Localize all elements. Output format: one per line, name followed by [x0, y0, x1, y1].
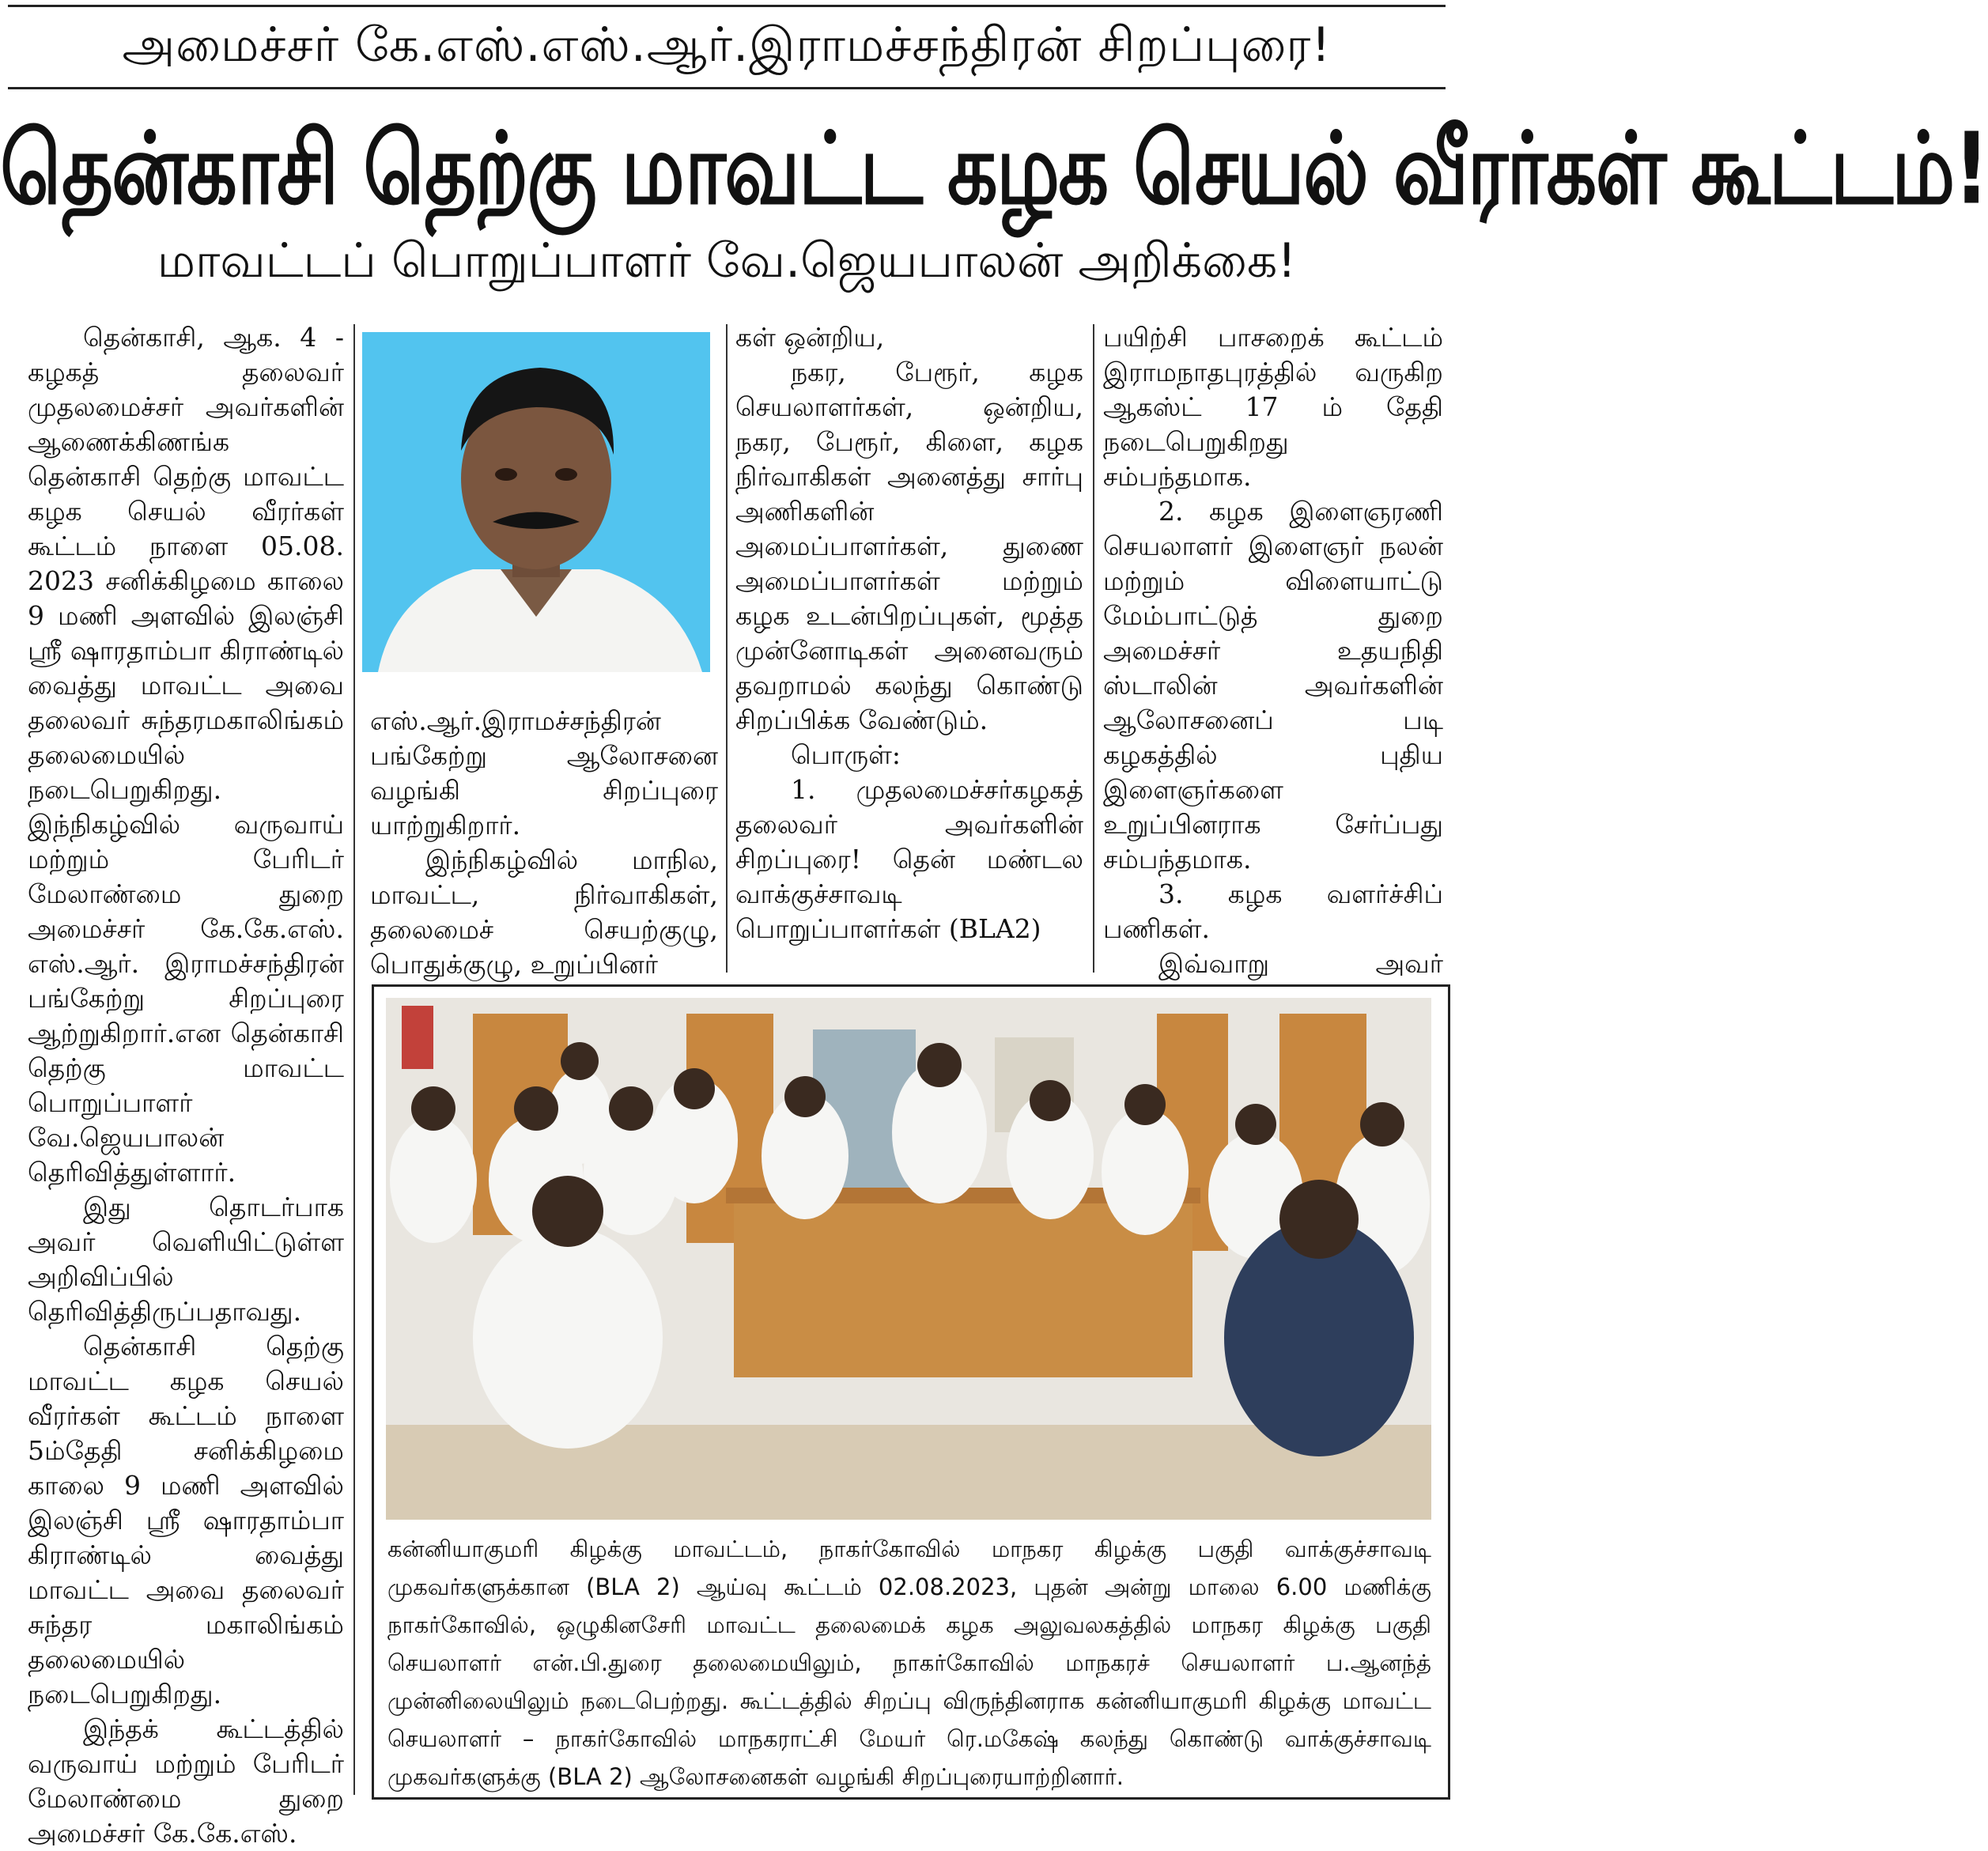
column-divider-1: [353, 324, 355, 1795]
col3-paragraph-3: பொருள்:: [791, 739, 901, 770]
column-divider-3: [1093, 324, 1094, 973]
col2-paragraph-1: எஸ்.ஆர்.இராமச்சந்திரன் பங்கேற்று ஆலோசனை வழங்கி சிறப்புரை யாற்றுகிறார்.: [370, 705, 718, 841]
meeting-photo: [386, 998, 1431, 1520]
kicker-rule: [8, 87, 1446, 89]
kicker-headline: அமைச்சர் கே.எஸ்.எஸ்.ஆர்.இராமச்சந்திரன் சிறப்புரை!: [122, 17, 1332, 73]
col3-paragraph-1: கள் ஒன்றிய,: [735, 322, 885, 353]
main-headline: தென்காசி தெற்கு மாவட்ட கழக செயல் வீரர்கள் கூட்டம்!: [0, 111, 1988, 227]
meeting-room-icon: [386, 998, 1431, 1520]
article-column-2: [370, 704, 718, 982]
column-divider-2: [726, 324, 728, 973]
article-column-4: [1103, 320, 1443, 1016]
article-column-1: [28, 320, 344, 1851]
col3-paragraph-4: 1. முதலமைச்சர்கழகத் தலைவர் அவர்களின் சிறப்புரை! தென் மண்டல வாக்குச்சாவடி பொறுப்பாளர்கள் (BLA2): [735, 774, 1083, 944]
col4-paragraph-4: இவ்வாறு அவர்: [1158, 948, 1443, 979]
col4-paragraph-3: 3. கழக வளர்ச்சிப் பணிகள்.: [1103, 878, 1443, 944]
top-rule: [8, 5, 1446, 7]
col4-paragraph-2: 2. கழக இளைஞரணி செயலாளர் இளைஞர் நலன் மற்றும் விளையாட்டு மேம்பாட்டுத் துறை அமைச்சர் உதயநிதி ஸ்டாலின் அவர்களின் ஆலோசனைப் படி கழகத்தில் புதிய இளைஞர்களை உறுப்பினராக சேர்ப்பது சம்பந்தமாக.: [1103, 496, 1443, 875]
sub-headline: மாவட்டப் பொறுப்பாளர் வே.ஜெயபாலன் அறிக்கை!: [157, 233, 1297, 289]
col2-paragraph-2: இந்நிகழ்வில் மாநில, மாவட்ட, நிர்வாகிகள், தலைமைச் செயற்குழு, பொதுக்குழு, உறுப்பினர்: [370, 844, 718, 980]
col4-paragraph-1: பயிற்சி பாசறைக் கூட்டம் இராமநாதபுரத்தில் வருகிற ஆகஸ்ட் 17 ம் தேதி நடைபெறுகிறது சம்பந்தமாக.: [1103, 322, 1443, 492]
col1-paragraph-2: இது தொடர்பாக அவர் வெளியிட்டுள்ள அறிவிப்பில் தெரிவித்திருப்பதாவது.: [28, 1192, 344, 1327]
caption-text: கன்னியாகுமரி கிழக்கு மாவட்டம், நாகர்கோவில் மாநகர கிழக்கு பகுதி வாக்குச்சாவடி முகவர்களுக்கான (BLA 2) ஆய்வு கூட்டம் 02.08.2023, புதன் அன்று மாலை 6.00 மணிக்கு நாகர்கோவில், ஒழுகினசேரி மாவட்ட தலைமைக் கழக அலுவலகத்தில் மாநகர கிழக்கு பகுதி செயலாளர் என்.பி.துரை தலைமையிலும், நாகர்கோவில் மாநகரச் செயலாளர் ப.ஆனந்த் முன்னிலையிலும் நடைபெற்றது. கூட்டத்தில் சிறப்பு விருந்தினராக கன்னியாகுமரி கிழக்கு மாவட்ட செயலாளர் – நாகர்கோவில் மாநகராட்சி மேயர் ரெ.மகேஷ் கலந்து கொண்டு வாக்குச்சாவடி முகவர்களுக்கு (BLA 2) ஆலோசனைகள் வழங்கி சிறப்புரையாற்றினார்.: [387, 1536, 1431, 1790]
person-portrait-icon: [362, 332, 710, 672]
portrait-photo: [362, 332, 710, 672]
col1-paragraph-3: தென்காசி தெற்கு மாவட்ட கழக செயல் வீரர்கள் கூட்டம் நாளை 5ம்தேதி சனிக்கிழமை காலை 9 மணி அளவில் இலஞ்சி ஸ்ரீ ஷாரதாம்பா கிராண்டில் வைத்து மாவட்ட அவை தலைவர் சுந்தர மகாலிங்கம் தலைமையில் நடைபெறுகிறது.: [28, 1331, 344, 1709]
col3-paragraph-2: நகர, பேரூர், கழக செயலாளர்கள், ஒன்றிய, நகர, பேரூர், கிளை, கழக நிர்வாகிகள் அனைத்து சார்பு அணிகளின் அமைப்பாளர்கள், துணை அமைப்பாளர்கள் மற்றும் கழக உடன்பிறப்புகள், மூத்த முன்னோடிகள் அனைவரும் தவறாமல் கலந்து கொண்டு சிறப்பிக்க வேண்டும்.: [735, 357, 1083, 735]
article-column-3: [735, 320, 1083, 946]
col1-paragraph-1: தென்காசி, ஆக. 4 - கழகத் தலைவர் முதலமைச்சர் அவர்களின் ஆணைக்கிணங்க தென்காசி தெற்கு மாவட்ட கழக செயல் வீரர்கள் கூட்டம் நாளை 05.08. 2023 சனிக்கிழமை காலை 9 மணி அளவில் இலஞ்சி ஸ்ரீ ஷாரதாம்பா கிராண்டில் வைத்து மாவட்ட அவை தலைவர் சுந்தரமகாலிங்கம் தலைமையில் நடைபெறுகிறது. இந்நிகழ்வில் வருவாய் மற்றும் பேரிடர் மேலாண்மை துறை அமைச்சர் கே.கே.எஸ். எஸ்.ஆர். இராமச்சந்திரன் பங்கேற்று சிறப்புரை ஆற்றுகிறார்.என தென்காசி தெற்கு மாவட்ட பொறுப்பாளர் வே.ஜெயபாலன் தெரிவித்துள்ளார்.: [28, 322, 344, 1188]
col1-paragraph-4: இந்தக் கூட்டத்தில் வருவாய் மற்றும் பேரிடர் மேலாண்மை துறை அமைச்சர் கே.கே.எஸ்.: [28, 1713, 344, 1849]
photo-caption: [387, 1530, 1431, 1796]
